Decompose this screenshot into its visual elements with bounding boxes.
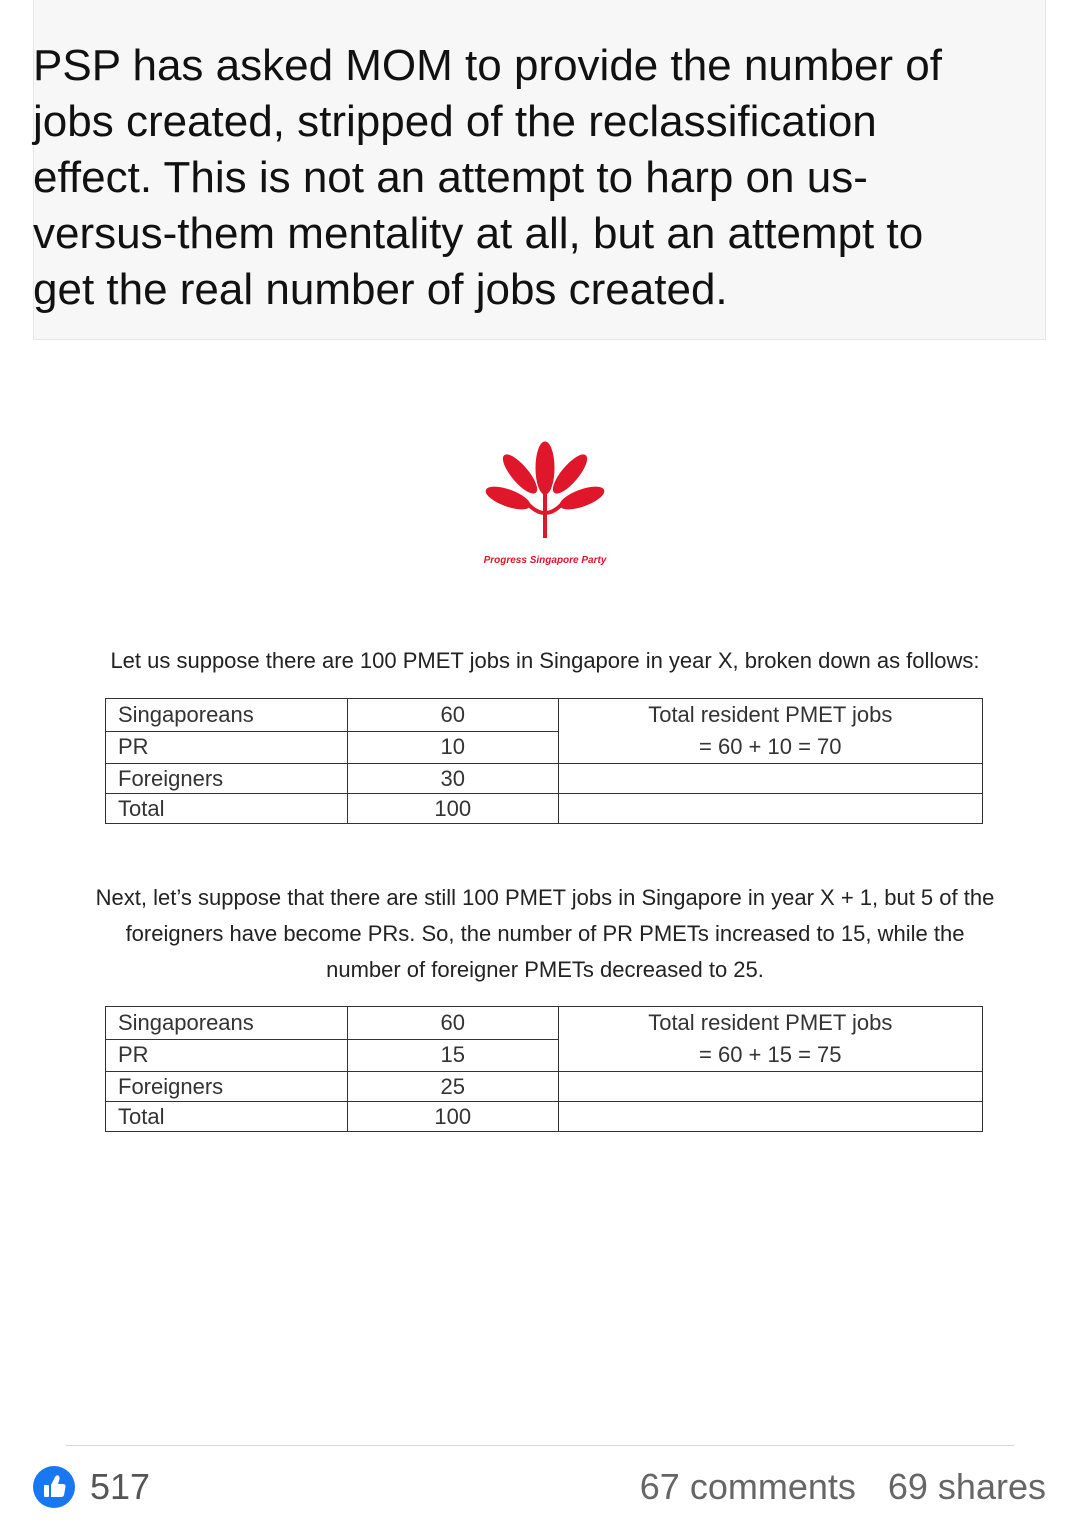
post-text: PSP has asked MOM to provide the number of jobs created, stripped of the reclassification effect. This is not an attempt to harp on us-versus-them mentality at all, but an attempt to get the real number of jobs created. (33, 41, 942, 314)
psp-logo-icon (480, 440, 610, 550)
table-row (106, 699, 983, 732)
table-year-x (105, 698, 983, 824)
row-label: PR (106, 1039, 348, 1072)
table-row (106, 764, 983, 794)
resident-total-note (558, 699, 982, 764)
row-value: 15 (347, 1039, 558, 1072)
thumbs-up-icon[interactable] (33, 1466, 75, 1508)
row-value: 10 (347, 731, 558, 764)
empty-cell (558, 1072, 982, 1102)
logo-caption: Progress Singapore Party (483, 555, 607, 566)
table-row (106, 794, 983, 824)
note-line-2: = 60 + 10 = 70 (699, 734, 842, 759)
note-line-1: Total resident PMET jobs (648, 702, 893, 727)
para2-line-1: Next, let’s suppose that there are still 100 PMET jobs in Singapore in year X + 1, but 5 of the (95, 885, 995, 910)
table-row (106, 1072, 983, 1102)
post-image[interactable] (0, 340, 1080, 1445)
row-label: Total (106, 794, 348, 824)
thumbs-up-glyph (33, 1466, 75, 1508)
footer-divider (66, 1445, 1014, 1446)
empty-cell (558, 794, 982, 824)
comments-link[interactable]: 67 comments (639, 1466, 856, 1507)
row-value: 60 (347, 1007, 558, 1040)
note-line-1: Total resident PMET jobs (648, 1010, 893, 1035)
empty-cell (558, 1102, 982, 1132)
table-row (106, 1102, 983, 1132)
table-year-x-plus-1 (105, 1006, 983, 1132)
row-label: Foreigners (106, 1072, 348, 1102)
engagement-stats (618, 1466, 1046, 1508)
row-label: Singaporeans (106, 1007, 348, 1040)
row-label: Singaporeans (106, 699, 348, 732)
note-line-2: = 60 + 15 = 75 (699, 1042, 842, 1067)
empty-cell (558, 764, 982, 794)
row-value: 25 (347, 1072, 558, 1102)
para2-line-3: number of foreigner PMETs decreased to 25. (326, 957, 764, 982)
row-value: 100 (347, 1102, 558, 1132)
resident-total-note (558, 1007, 982, 1072)
shares-link[interactable]: 69 shares (887, 1466, 1046, 1507)
row-value: 60 (347, 699, 558, 732)
row-value: 100 (347, 794, 558, 824)
para2-line-2: foreigners have become PRs. So, the number of PR PMETs increased to 15, while the (125, 921, 965, 946)
row-value: 30 (347, 764, 558, 794)
like-count[interactable]: 517 (90, 1466, 151, 1507)
intro-text: Let us suppose there are 100 PMET jobs in Singapore in year X, broken down as follows: (110, 648, 980, 673)
table-row (106, 1007, 983, 1040)
row-label: Foreigners (106, 764, 348, 794)
row-label: Total (106, 1102, 348, 1132)
row-label: PR (106, 731, 348, 764)
